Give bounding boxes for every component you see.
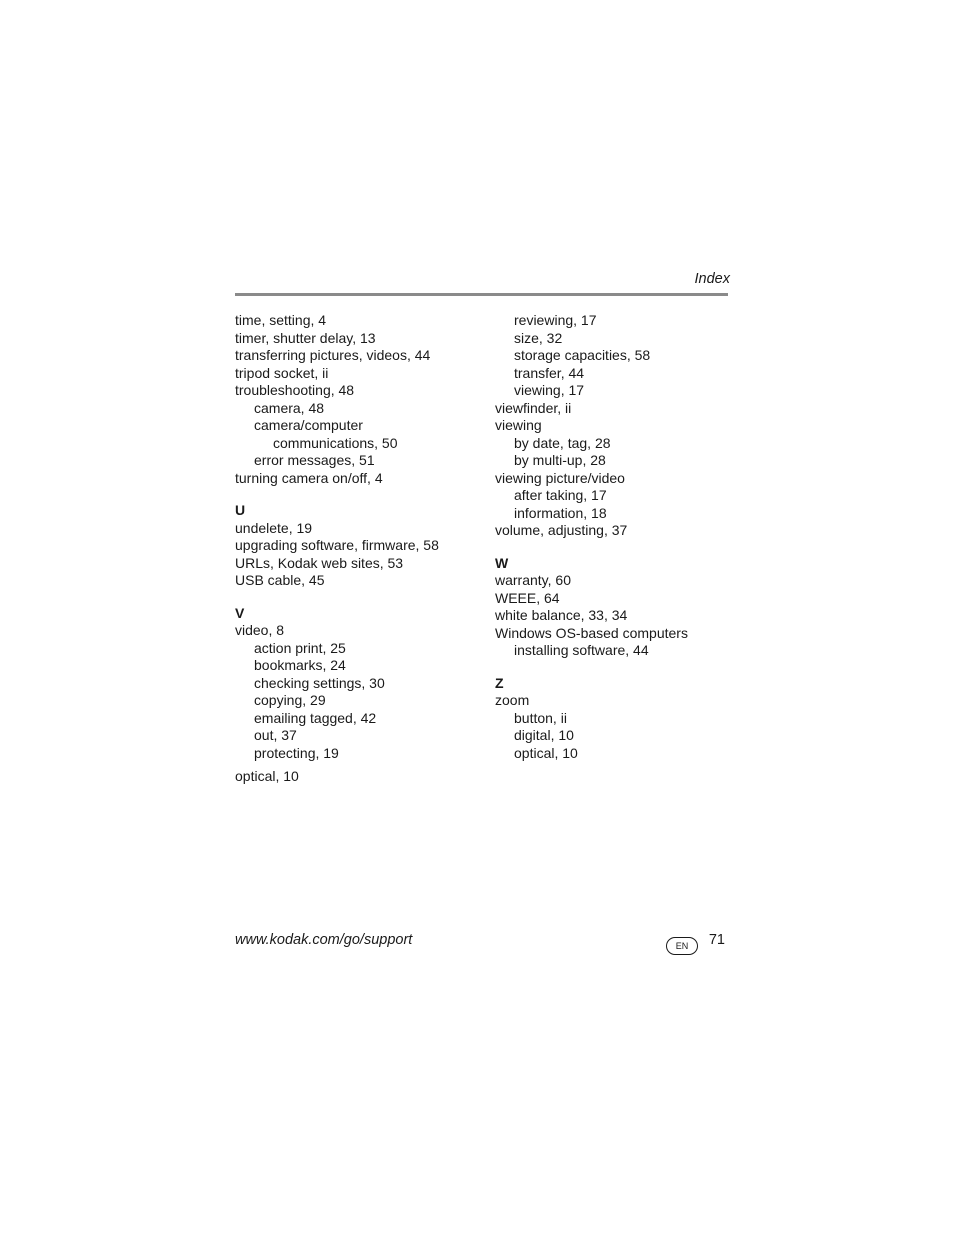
index-entry: upgrading software, firmware, 58 [235, 537, 439, 553]
index-entry: optical, 10 [235, 768, 299, 784]
running-head-title: Index [694, 271, 730, 287]
index-entry: URLs, Kodak web sites, 53 [235, 554, 404, 571]
index-entry: warranty, 60 [495, 572, 571, 588]
index-subentry: digital, 10 [514, 727, 574, 743]
index-entry: timer, shutter delay, 13 [235, 329, 376, 346]
spacer [495, 660, 735, 675]
index-column-right [495, 312, 735, 762]
index-subentry: size, 32 [514, 329, 563, 346]
section-letter: U [235, 502, 246, 518]
index-subentry: information, 18 [514, 504, 607, 521]
index-entry: viewfinder, ii [495, 399, 572, 416]
page-number: 71 [708, 932, 725, 948]
index-entry: undelete, 19 [235, 519, 313, 536]
index-subentry: out, 37 [254, 727, 297, 743]
index-subentry: action print, 25 [254, 639, 346, 656]
index-entry: viewing picture/video [495, 469, 625, 486]
index-entry: troubleshooting, 48 [235, 382, 355, 398]
spacer [495, 540, 735, 555]
index-entry: transferring pictures, videos, 44 [235, 347, 431, 363]
spacer [235, 487, 485, 502]
index-entry: time, setting, 4 [235, 312, 327, 328]
index-subentry: after taking, 17 [514, 487, 607, 503]
index-entry: volume, adjusting, 37 [495, 522, 628, 538]
index-subentry: button, ii [514, 709, 567, 726]
index-subentry: reviewing, 17 [514, 312, 597, 328]
index-entry: USB cable, 45 [235, 572, 325, 588]
support-url-link[interactable]: www.kodak.com/go/support [235, 932, 413, 948]
header-rule [235, 293, 728, 296]
index-subentry: by multi-up, 28 [514, 452, 606, 468]
index-entry: video, 8 [235, 622, 285, 638]
index-subentry: transfer, 44 [514, 364, 585, 381]
index-entry: white balance, 33, 34 [495, 607, 628, 623]
index-entry: Windows OS-based computers [495, 624, 688, 641]
index-entry: turning camera on/off, 4 [235, 469, 383, 486]
index-entry: viewing [495, 417, 542, 433]
language-badge: EN [666, 937, 698, 955]
section-letter: V [235, 604, 245, 621]
index-entry: tripod socket, ii [235, 364, 329, 381]
index-subentry: communications, 50 [273, 434, 398, 451]
index-entry: zoom [495, 692, 530, 708]
index-column-left [235, 312, 485, 786]
index-subentry: bookmarks, 24 [254, 657, 346, 673]
index-subentry: copying, 29 [254, 692, 326, 708]
index-subentry: by date, tag, 28 [514, 434, 611, 451]
index-subentry: camera, 48 [254, 399, 325, 416]
index-subentry: protecting, 19 [254, 744, 339, 761]
index-subentry: viewing, 17 [514, 382, 585, 398]
index-subentry: checking settings, 30 [254, 674, 385, 691]
index-subentry: emailing tagged, 42 [254, 709, 377, 726]
index-subentry: storage capacities, 58 [514, 347, 651, 363]
index-subentry: camera/computer [254, 417, 363, 433]
index-subentry: error messages, 51 [254, 452, 375, 468]
spacer [235, 590, 485, 605]
section-letter: W [495, 554, 509, 571]
index-entry: WEEE, 64 [495, 589, 560, 606]
index-subentry: optical, 10 [514, 744, 578, 761]
section-letter: Z [495, 674, 504, 691]
index-subentry: installing software, 44 [514, 642, 649, 658]
